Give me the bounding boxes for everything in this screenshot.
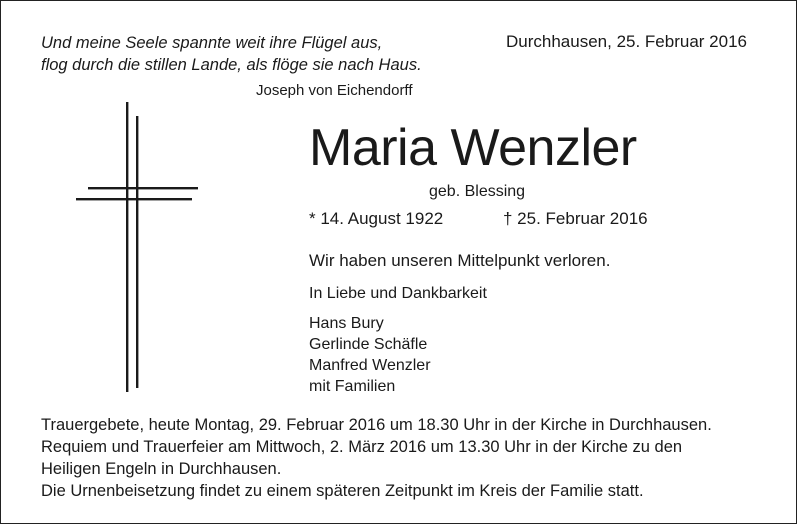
poem-line: flog durch die stillen Lande, als flöge sie nach Haus. [41,56,422,74]
deceased-name: Maria Wenzler [309,119,637,177]
service-notice [41,414,712,502]
maiden-name: geb. Blessing [429,183,526,200]
mourners-list [309,313,431,397]
mourners-intro: In Liebe und Dankbarkeit [309,285,487,302]
cross-icon [76,102,198,392]
poem-quote [41,32,422,76]
mourner-name: Hans Bury [309,315,384,332]
place-date: Durchhausen, 25. Februar 2016 [506,32,747,51]
notice-line: Trauergebete, heute Montag, 29. Februar 2016 um 18.30 Uhr in der Kirche in Durchhausen. [41,416,712,434]
notice-line: Heiligen Engeln in Durchhausen. [41,460,282,478]
notice-line: Die Urnenbeisetzung findet zu einem späteren Zeitpunkt im Kreis der Familie statt. [41,482,644,500]
notice-line: Requiem und Trauerfeier am Mittwoch, 2. März 2016 um 13.30 Uhr in der Kirche zu den [41,438,683,456]
poem-line: Und meine Seele spannte weit ihre Flügel aus, [41,34,383,52]
motto-text: Wir haben unseren Mittelpunkt verloren. [309,251,611,270]
mourner-name: Manfred Wenzler [309,357,431,374]
poem-author: Joseph von Eichendorff [256,82,413,99]
mourner-name: mit Familien [309,378,396,395]
death-date: † 25. Februar 2016 [503,209,648,228]
birth-date: * 14. August 1922 [309,209,444,228]
mourner-name: Gerlinde Schäfle [309,336,428,353]
